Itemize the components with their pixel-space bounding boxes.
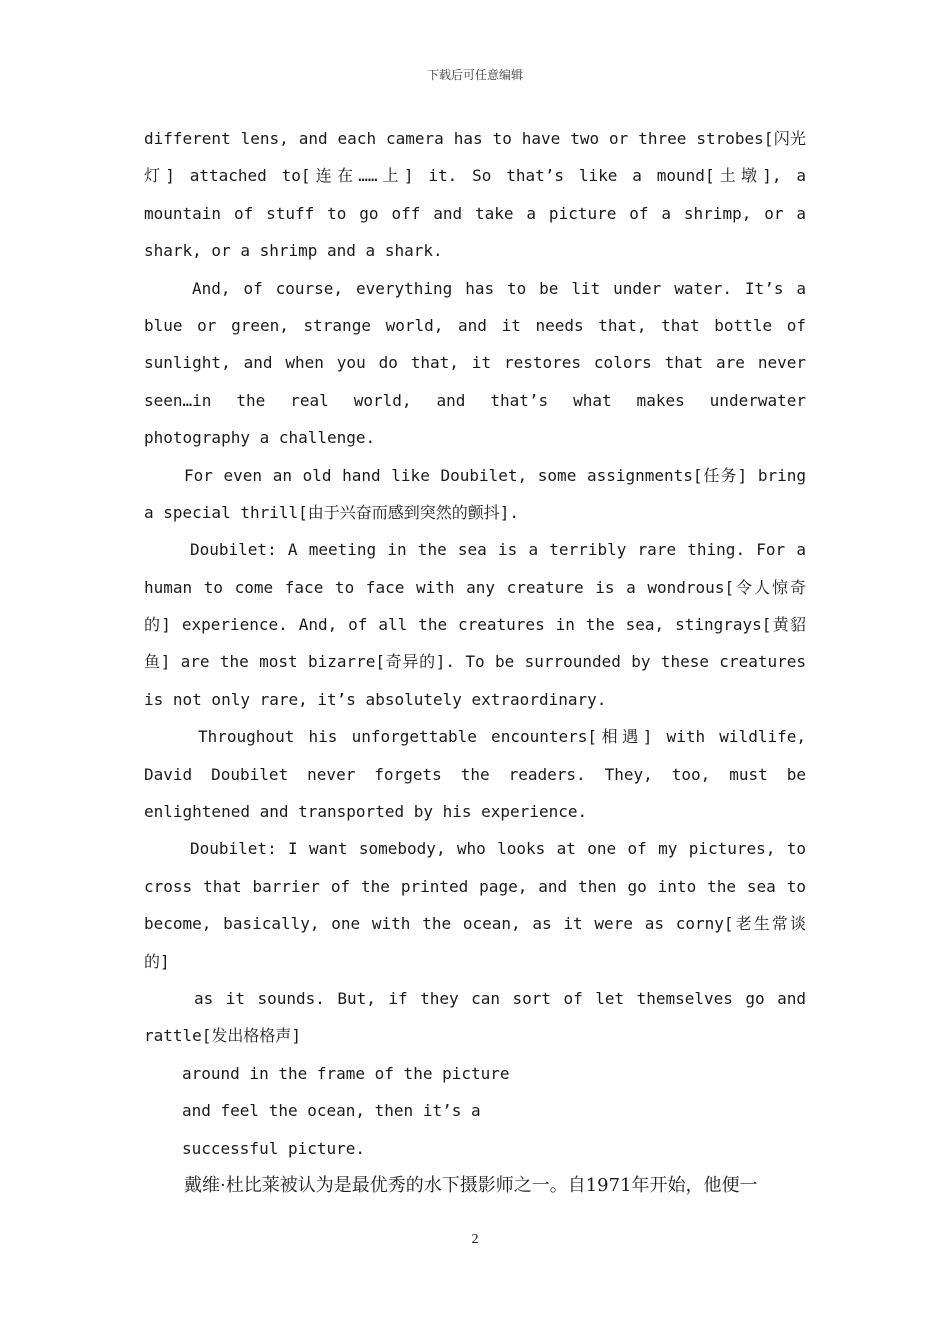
paragraph-first-line: as it sounds. But, if they can sort of let themselves go and [194, 988, 806, 1008]
page-number: 2 [471, 1232, 479, 1247]
text-line: successful picture. [182, 1138, 366, 1158]
text-line: 灯] attached to[连在……上] it. So that’s like a mound[土墩], a [144, 166, 806, 186]
text-line: a special thrill[由于兴奋而感到突然的颤抖]. [144, 502, 520, 522]
text-line: shark, or a shrimp and a shark. [144, 241, 443, 261]
paragraph-first-line: For even an old hand like Doubilet, some assignments[任务] bring [184, 465, 806, 485]
text-line: around in the frame of the picture [182, 1063, 510, 1083]
text-line: 鱼] are the most bizarre[奇异的]. To be surrounded by these creatures [144, 652, 806, 672]
text-line: is not only rare, it’s absolutely extraordinary. [144, 689, 607, 709]
text-line: 的] [144, 951, 170, 971]
text-line: become, basically, one with the ocean, as it were as corny[老生常谈 [144, 914, 806, 934]
text-line: blue or green, strange world, and it needs that, that bottle of [144, 315, 806, 335]
text-line: rattle[发出格格声] [144, 1026, 302, 1046]
paragraph-first-line: Throughout his unforgettable encounters[相遇] with wildlife, [198, 727, 806, 747]
chinese-paragraph-line: 戴维·杜比莱被认为是最优秀的水下摄影师之一。自1971年开始，他便一 [184, 1174, 758, 1196]
text-line: human to come face to face with any creature is a wondrous[令人惊奇 [144, 577, 806, 597]
text-line: cross that barrier of the printed page, and then go into the sea to [144, 876, 806, 896]
text-line: photography a challenge. [144, 428, 376, 448]
paragraph-first-line: Doubilet: I want somebody, who looks at one of my pictures, to [190, 839, 806, 859]
document-body [144, 120, 806, 1204]
text-line: David Doubilet never forgets the readers. They, too, must be [144, 764, 806, 784]
text-line: mountain of stuff to go off and take a picture of a shrimp, or a [144, 203, 806, 223]
text-line: enlightened and transported by his experience. [144, 802, 588, 822]
text-line: 的] experience. And, of all the creatures in the sea, stingrays[黄貂 [144, 615, 806, 635]
paragraph-first-line: And, of course, everything has to be lit under water. It’s a [192, 278, 806, 298]
text-line: and feel the ocean, then it’s a [182, 1101, 481, 1121]
text-line: seen…in the real world, and that’s what makes underwater [144, 390, 806, 410]
page-header: 下载后可任意编辑 [426, 68, 523, 82]
paragraph-first-line: Doubilet: A meeting in the sea is a terribly rare thing. For a [190, 540, 806, 560]
text-line: sunlight, and when you do that, it restores colors that are never [144, 353, 806, 373]
text-line: different lens, and each camera has to have two or three strobes[闪光 [144, 129, 806, 148]
